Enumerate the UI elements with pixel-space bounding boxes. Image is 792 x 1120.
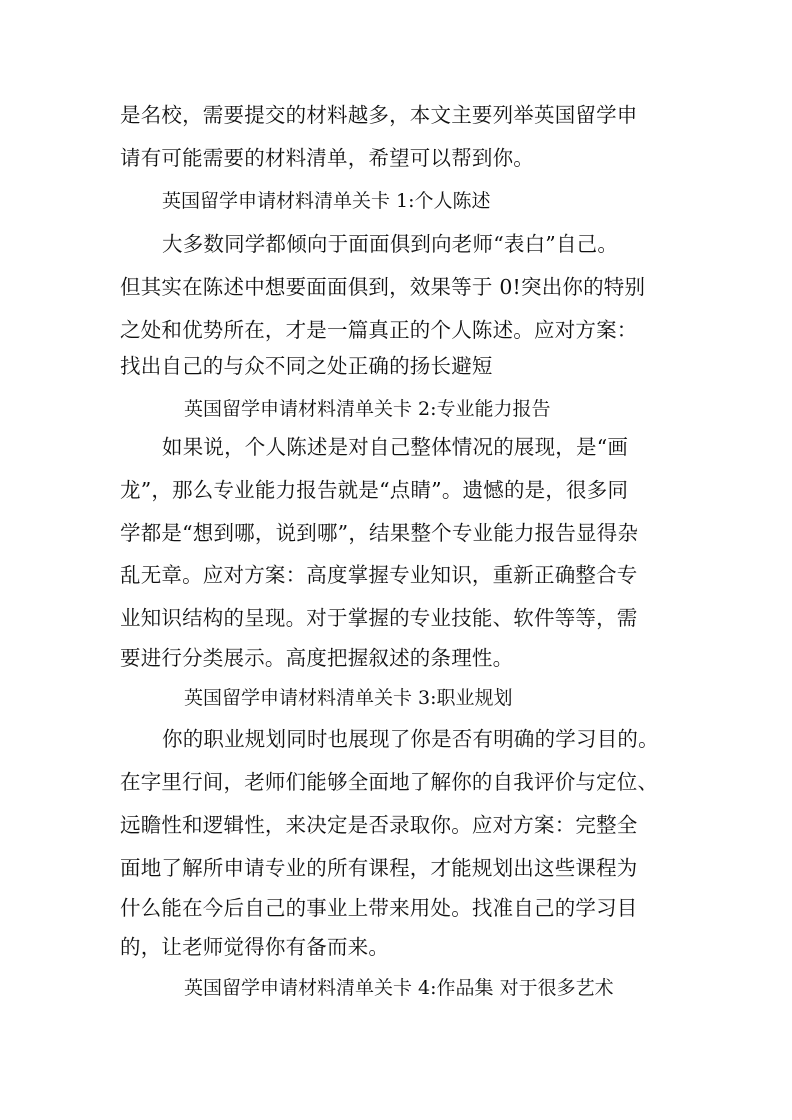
section-heading: 英国留学申请材料清单关卡 2:专业能力报告: [184, 398, 551, 420]
paragraph-line: 你的职业规划同时也展现了你是否有明确的学习目的。: [162, 727, 659, 751]
paragraph-line: 面地了解所申请专业的所有课程，才能规划出这些课程为: [120, 856, 638, 880]
paragraph-line: 业知识结构的呈现。对于掌握的专业技能、软件等等，需: [120, 606, 638, 630]
paragraph-line: 龙”，那么专业能力报告就是“点睛”。遗憾的是，很多同: [120, 478, 629, 502]
section-heading: 英国留学申请材料清单关卡 3:职业规划: [184, 687, 513, 709]
paragraph-line: 学都是“想到哪，说到哪”，结果整个专业能力报告显得杂: [120, 521, 639, 545]
paragraph-line: 之处和优势所在，才是一篇真正的个人陈述。应对方案：: [120, 318, 638, 342]
section-heading: 英国留学申请材料清单关卡 1:个人陈述: [162, 190, 491, 212]
paragraph-line: 大多数同学都倾向于面面俱到向老师“表白”自己。: [162, 232, 619, 256]
paragraph-line: 的，让老师觉得你有备而来。: [120, 935, 390, 959]
paragraph-line: 要进行分类展示。高度把握叙述的条理性。: [120, 646, 514, 670]
paragraph-line: 找出自己的与众不同之处正确的扬长避短: [120, 354, 493, 378]
paragraph-line: 远瞻性和逻辑性，来决定是否录取你。应对方案：完整全: [120, 813, 638, 837]
section-heading: 英国留学申请材料清单关卡 4:作品集 对于很多艺术: [184, 977, 614, 999]
paragraph-line: 但其实在陈述中想要面面俱到，效果等于 0!突出你的特别: [120, 275, 646, 299]
paragraph-line: 是名校，需要提交的材料越多，本文主要列举英国留学申: [120, 103, 638, 127]
paragraph-line: 请有可能需要的材料清单，希望可以帮到你。: [120, 146, 534, 170]
paragraph-line: 乱无章。应对方案：高度掌握专业知识，重新正确整合专: [120, 563, 638, 587]
paragraph-line: 什么能在今后自己的事业上带来用处。找准自己的学习目: [120, 896, 638, 920]
paragraph-line: 如果说，个人陈述是对自己整体情况的展现，是“画: [162, 435, 629, 459]
paragraph-line: 在字里行间，老师们能够全面地了解你的自我评价与定位、: [120, 770, 659, 794]
